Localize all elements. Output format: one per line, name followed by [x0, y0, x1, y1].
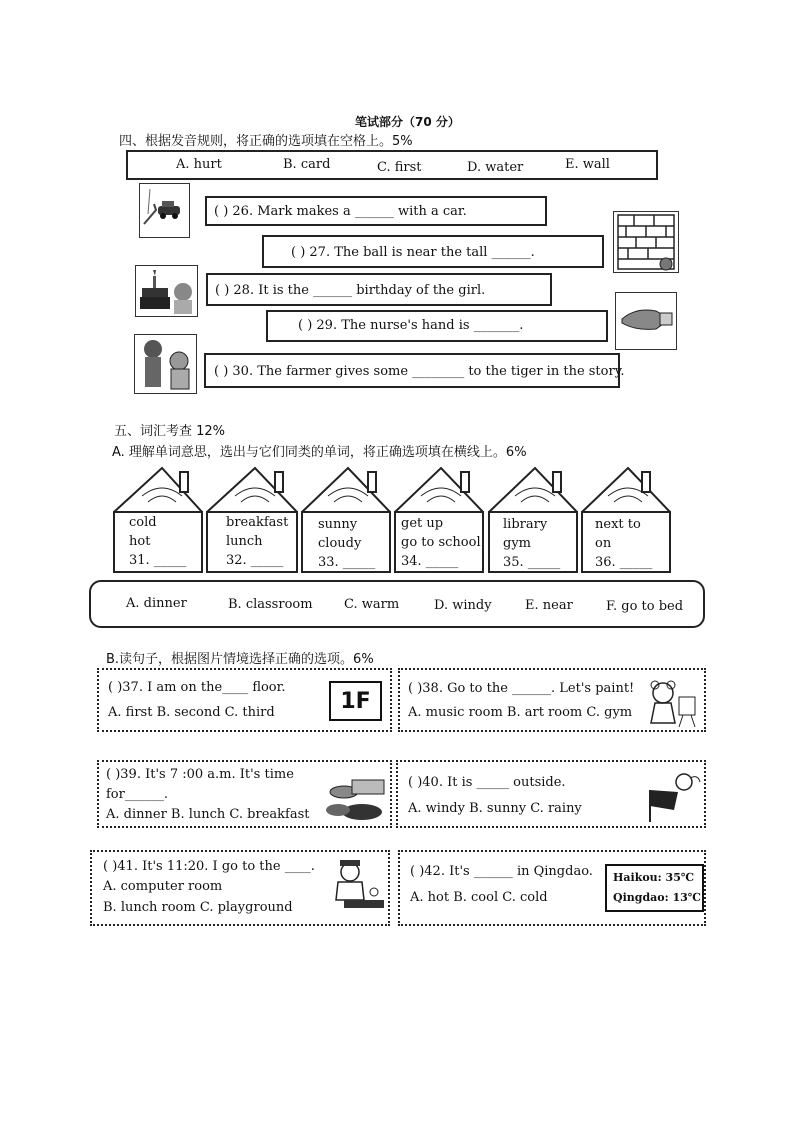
question-30-text: ( ) 30. The farmer gives some ________ to the tiger in the story.	[214, 364, 625, 379]
nurse-hand-image	[615, 292, 677, 350]
house-2-blank: 32. _____	[226, 553, 284, 568]
question-40-options: A. windy B. sunny C. rainy	[408, 801, 582, 816]
house-6-word-1: next to	[595, 517, 641, 532]
phonics-option: A. hurt	[176, 157, 222, 172]
question-42-options: A. hot B. cool C. cold	[410, 890, 548, 905]
painter-girl-image	[643, 677, 703, 733]
house-6-blank: 36. _____	[595, 555, 653, 570]
house-1-word-2: hot	[129, 534, 151, 549]
house-4-word-2: go to school	[401, 535, 481, 550]
word-choice: D. windy	[434, 598, 492, 613]
cook-tray-image	[326, 856, 386, 920]
question-39-text-line-2: for______.	[106, 787, 168, 802]
house-3-blank: 33. _____	[318, 555, 376, 570]
question-38-options: A. music room B. art room C. gym	[408, 705, 633, 720]
temperature-haikou: Haikou: 35℃	[613, 871, 695, 884]
phonics-option: C. first	[377, 160, 422, 175]
section-5a-instruction: A. 理解单词意思，选出与它们同类的单词，将正确选项填在横线上。6%	[112, 445, 527, 460]
house-5-blank: 35. _____	[503, 555, 561, 570]
breakfast-pan-image	[322, 776, 388, 828]
question-40-text: ( )40. It is _____ outside.	[408, 775, 566, 790]
house-1-blank: 31. _____	[129, 553, 187, 568]
floor-sign-label: 1F	[340, 688, 371, 714]
question-27-text: ( ) 27. The ball is near the tall ______.	[291, 245, 535, 260]
question-26-text: ( ) 26. Mark makes a ______ with a car.	[214, 204, 467, 219]
house-5-word-1: library	[503, 517, 548, 532]
brick-wall-image	[613, 211, 679, 273]
question-39-text-line-1: ( )39. It's 7 :00 a.m. It's time	[106, 767, 294, 782]
question-38-text: ( )38. Go to the ______. Let's paint!	[408, 681, 635, 696]
farmer-tiger-image	[134, 334, 197, 394]
house-2-word-1: breakfast	[226, 515, 289, 530]
phonics-option: B. card	[283, 157, 331, 172]
house-4-blank: 34. _____	[401, 554, 459, 569]
temperature-qingdao: Qingdao: 13℃	[613, 891, 701, 904]
page-title: 笔试部分（70 分）	[355, 115, 460, 129]
question-42-text: ( )42. It's ______ in Qingdao.	[410, 864, 593, 879]
house-5-word-2: gym	[503, 536, 531, 551]
question-41-option-a: A. computer room	[103, 879, 223, 894]
house-2-word-2: lunch	[226, 534, 263, 549]
word-choice: E. near	[525, 598, 573, 613]
question-28-text: ( ) 28. It is the ______ birthday of the girl.	[215, 283, 486, 298]
word-choice: B. classroom	[228, 597, 313, 612]
house-3-word-1: sunny	[318, 517, 358, 532]
car-drawing-image	[139, 183, 190, 238]
question-29-text: ( ) 29. The nurse's hand is _______.	[298, 318, 524, 333]
word-choice: F. go to bed	[606, 599, 684, 614]
question-41-options: B. lunch room C. playground	[103, 900, 293, 915]
word-choice: A. dinner	[126, 596, 187, 611]
birthday-cake-image	[135, 265, 198, 317]
section-5b-instruction: B.读句子，根据图片情境选择正确的选项。6%	[106, 652, 374, 667]
phonics-option: E. wall	[565, 157, 610, 172]
temperature-board	[605, 864, 704, 912]
question-39-options: A. dinner B. lunch C. breakfast	[106, 807, 310, 822]
house-1-word-1: cold	[129, 515, 157, 530]
house-4-word-1: get up	[401, 516, 444, 531]
section-4-heading: 四、根据发音规则，将正确的选项填在空格上。5%	[119, 134, 413, 149]
phonics-option: D. water	[467, 160, 524, 175]
house-6-word-2: on	[595, 536, 612, 551]
question-37-options: A. first B. second C. third	[108, 705, 275, 720]
word-choice: C. warm	[344, 597, 400, 612]
section-5-heading: 五、词汇考查 12%	[114, 424, 226, 439]
house-3-word-2: cloudy	[318, 536, 362, 551]
question-37-text: ( )37. I am on the____ floor.	[108, 680, 286, 695]
flag-wind-image	[644, 770, 702, 826]
question-41-text: ( )41. It's 11:20. I go to the ____.	[103, 859, 315, 874]
floor-sign-image	[329, 681, 382, 721]
